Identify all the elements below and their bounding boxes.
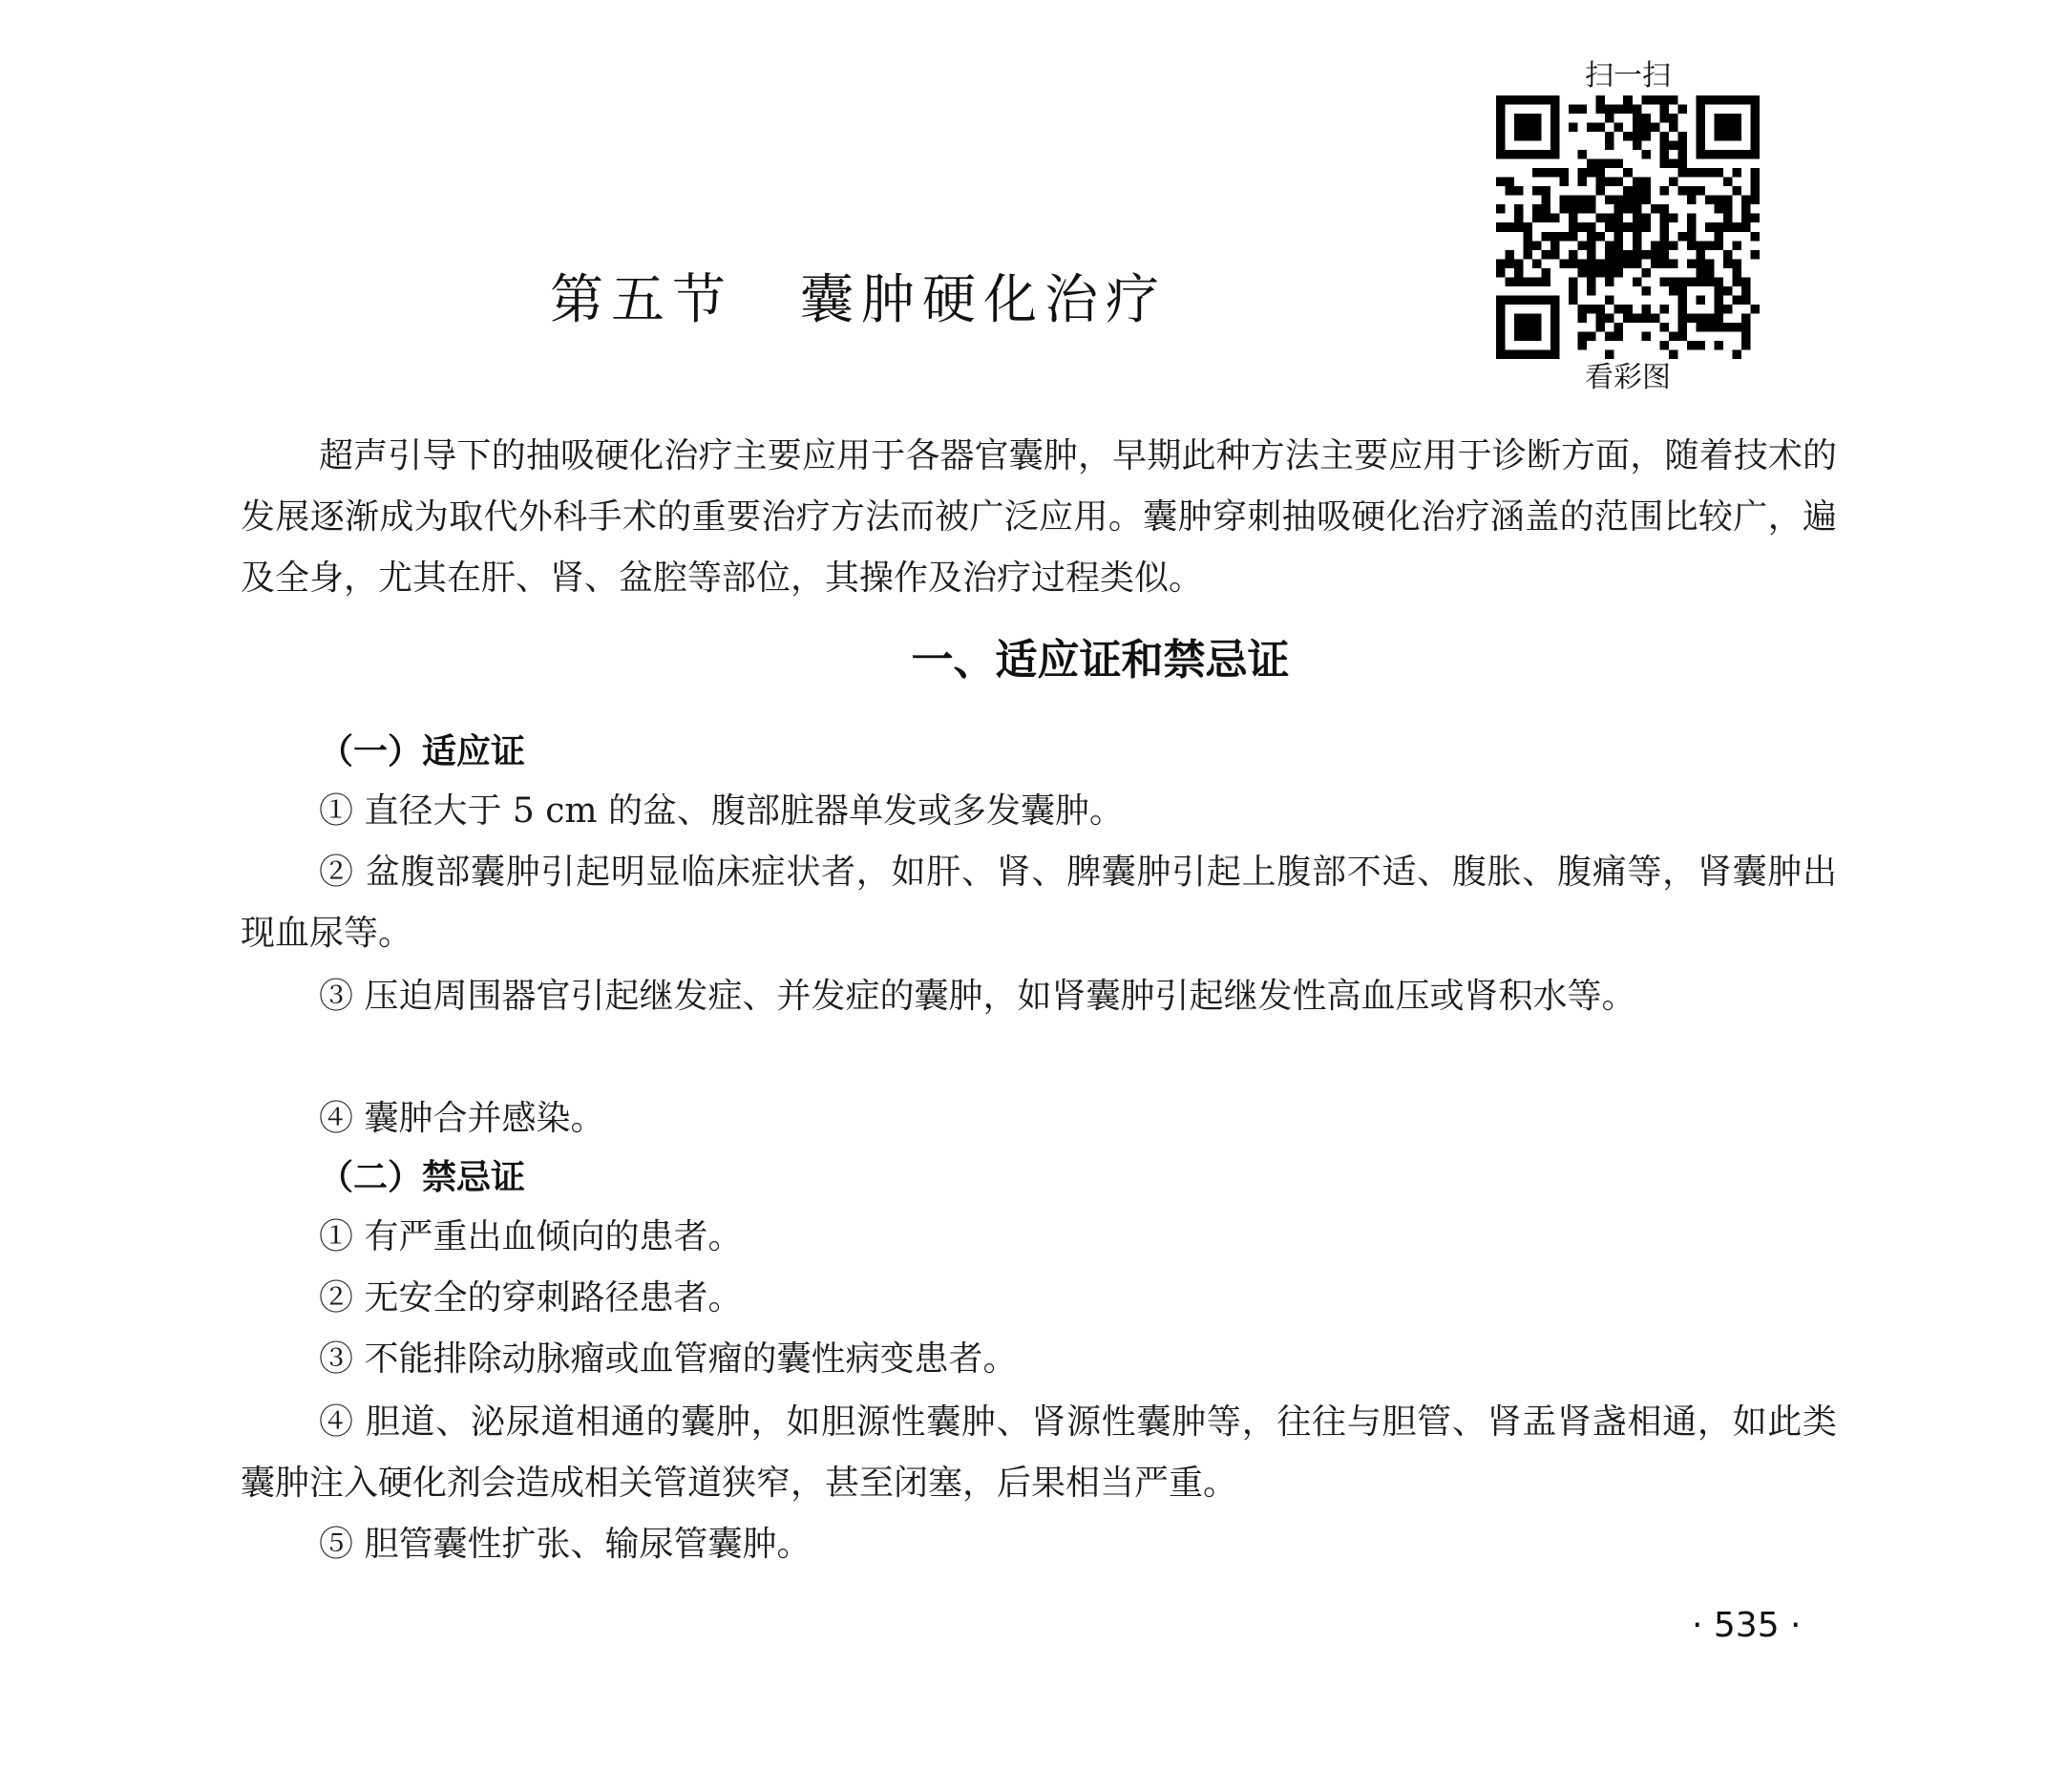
indication-item: ③ 压迫周围器官引起继发症、并发症的囊肿，如肾囊肿引起继发性高血压或肾积水等。	[319, 977, 1636, 1016]
indication-item: ② 盆腹部囊肿引起明显临床症状者，如肝、肾、脾囊肿引起上腹部不适、腹胀、腹痛等，肾囊肿出现血尿等。	[241, 853, 1837, 953]
qr-view-color-label: 看彩图	[1585, 361, 1671, 394]
indication-item: ④ 囊肿合并感染。	[319, 1099, 605, 1138]
contraindication-item: ④ 胆道、泌尿道相通的囊肿，如胆源性囊肿、肾源性囊肿等，往往与胆管、肾盂肾盏相通，如此类囊肿注入硬化剂会造成相关管道狭窄，甚至闭塞，后果相当严重。	[241, 1402, 1837, 1503]
contraindication-item: ⑤ 胆管囊性扩张、输尿管囊肿。	[319, 1525, 812, 1564]
section-title	[550, 267, 1167, 334]
contraindications-heading: （二）禁忌证	[319, 1158, 526, 1197]
intro-paragraph: 超声引导下的抽吸硬化治疗主要应用于各器官囊肿，早期此种方法主要应用于诊断方面，随着技术的发展逐渐成为取代外科手术的重要治疗方法而被广泛应用。囊肿穿刺抽吸硬化治疗涵盖的范围比较广，遍及全身，尤其在肝、肾、盆腔等部位，其操作及治疗过程类似。	[241, 436, 1837, 598]
contraindication-item: ② 无安全的穿刺路径患者。	[319, 1278, 743, 1318]
qr-code-block	[1489, 59, 1766, 395]
contraindication-item: ③ 不能排除动脉瘤或血管瘤的囊性病变患者。	[319, 1339, 1018, 1379]
subsection-heading: 一、适应证和禁忌证	[911, 636, 1290, 685]
indications-heading: （一）适应证	[319, 732, 526, 771]
section-name: 囊肿硬化治疗	[800, 269, 1167, 331]
contraindication-item: ① 有严重出血倾向的患者。	[319, 1217, 743, 1256]
qr-code-image	[1496, 95, 1760, 359]
section-number: 第五节	[550, 269, 733, 331]
qr-scan-label: 扫一扫	[1585, 59, 1671, 93]
page-number: · 535 ·	[1692, 1606, 1802, 1645]
indication-item: ① 直径大于 5 cm 的盆、腹部脏器单发或多发囊肿。	[319, 791, 1124, 831]
